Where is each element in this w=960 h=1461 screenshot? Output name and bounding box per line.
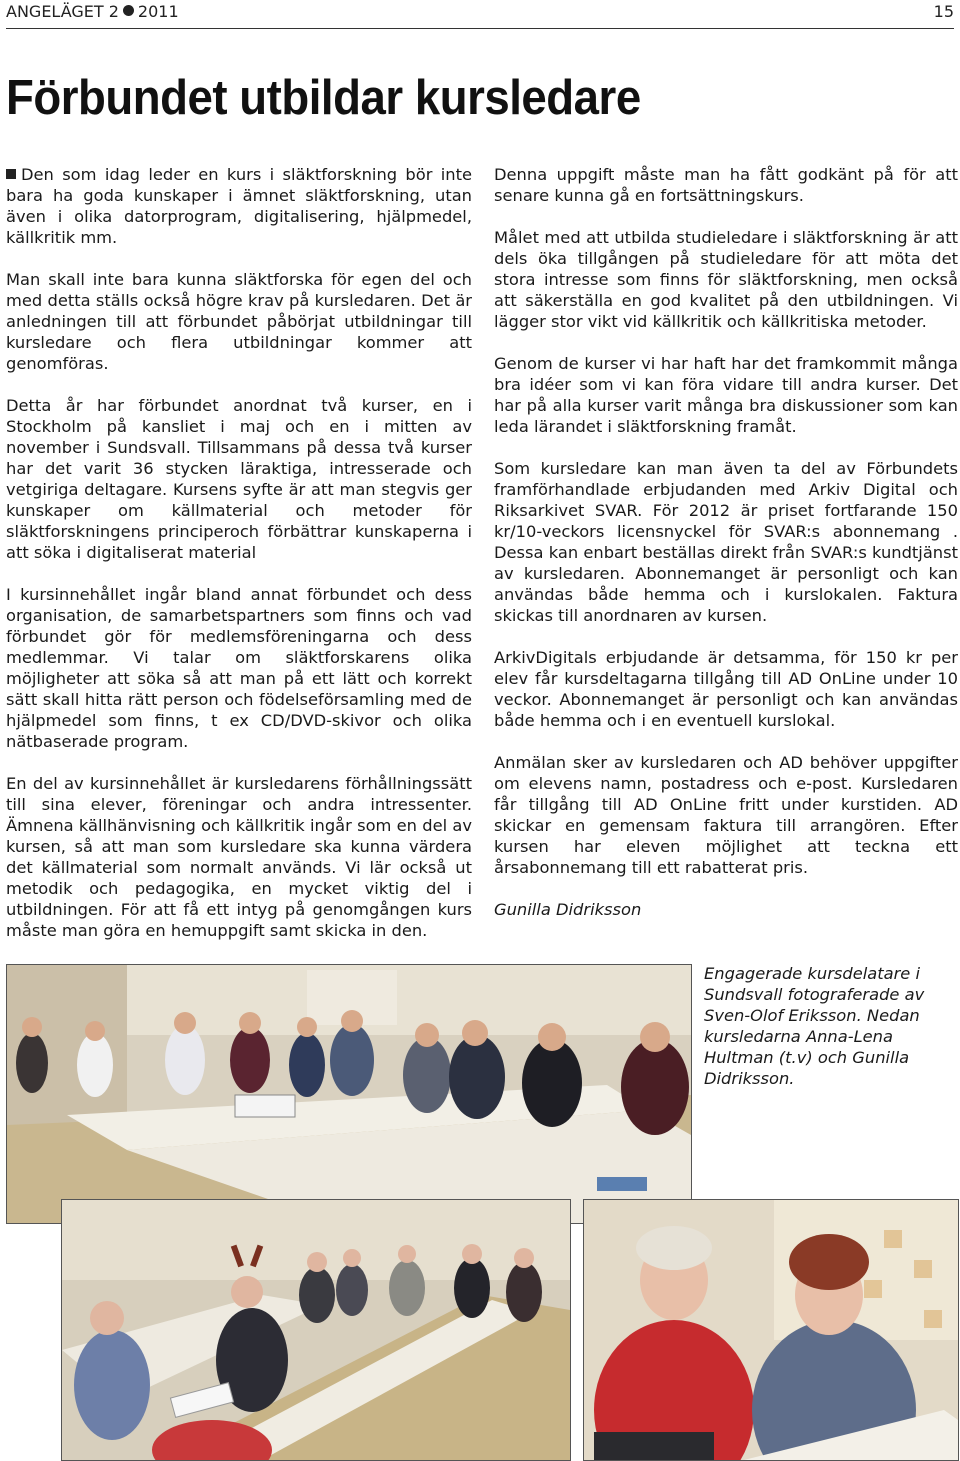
body-paragraph: Anmälan sker av kursledaren och AD behöver uppgifter om elevens namn, postadress och e-post. Kursledaren får tillgång till AD OnLine fritt under kurstiden. AD skickar en gemensam faktura till arrangören. Efter kursen har eleven möjlighet att teckna ett årsabonnemang till ett rabatterat pris. xyxy=(494,753,958,877)
body-paragraph: Genom de kurser vi har haft har det framkommit många bra idéer som vi kan föra vidare till andra kurser. Det har på alla kurser varit många bra diskussioner som kan leda lärandet i släktforskning framåt. xyxy=(494,354,958,436)
publication-year: 2011 xyxy=(137,2,179,21)
lead-paragraph xyxy=(6,164,472,248)
article-column-right xyxy=(494,164,958,941)
body-paragraph: ArkivDigitals erbjudande är detsamma, för 150 kr per elev får kursdeltagarna tillgång till AD OnLine under 10 veckor. Abonnemanget är personligt och kan användas både hemma och i en eventuell kurslokal. xyxy=(494,648,958,730)
course-participants-photo xyxy=(6,964,692,1224)
page-number: 15 xyxy=(933,2,954,21)
photo-caption: Engagerade kursdelatare i Sundsvall fotograferade av Sven-Olof Eriksson. Nedan kursledarna Anna-Lena Hultman (t.v) och Gunilla Didriksson. xyxy=(704,964,925,1088)
course-leaders-photo xyxy=(583,1199,959,1461)
article-column-left xyxy=(6,164,472,962)
publication-label xyxy=(6,2,179,21)
body-paragraph: Målet med att utbilda studieledare i släktforskning är att dels öka tillgången på studieledare för att möta det stora intresse som finns för släktforskning, men också att säkerställa en god kvalitet på den utbildningen. Vi lägger stor vikt vid källkritik och källkritiska metoder. xyxy=(494,228,958,331)
classroom-photo xyxy=(61,1199,571,1461)
page-header xyxy=(6,0,954,29)
bullet-dot-icon xyxy=(123,5,134,16)
publication-name: ANGELÄGET 2 xyxy=(6,2,119,21)
lead-paragraph-text: Den som idag leder en kurs i släktforskning bör inte bara ha goda kunskaper i ämnet släktforskning, utan även i olika datorprogram, digitalisering, hjälpmedel, källkritik mm. xyxy=(6,165,472,247)
body-paragraph: Som kursledare kan man även ta del av Förbundets framförhandlade erbjudanden med Arkiv Digital och Riksarkivet SVAR. För 2012 är priset fortfarande 150 kr/10-veckors licensnyckel för SVAR:s abonnemang . Dessa kan enbart beställas direkt från SVAR:s kundtjänst av kursledaren. Abonnemanget är personligt och kan användas både hemma och i kurslokalen. Faktura skickas till anordnaren av kursen. xyxy=(494,459,958,625)
lead-square-icon xyxy=(6,169,16,179)
body-paragraph: Man skall inte bara kunna släktforska för egen del och med detta ställs också högre krav på kursledaren. Det är anledningen till att förbundet påbörjat utbildningar till kursledare och flera utbildningar kommer att genomföras. xyxy=(6,270,472,373)
article-title: Förbundet utbildar kursledare xyxy=(6,71,641,125)
body-paragraph: En del av kursinnehållet är kursledarens förhållningssätt till sina elever, föreningar och andra intressenter. Ämnena källhänvisning och källkritik ingår som en del av kursen, så att man som kursledare ska kunna värdera det källmaterial som normalt används. Vi lär också ut metodik och pedagogika, en mycket viktig del i utbildningen. För att få ett intyg på genomgången kurs måste man göra en hemuppgift samt skicka in den. xyxy=(6,774,472,940)
body-paragraph: Detta år har förbundet anordnat två kurser, en i Stockholm på kansliet i maj och en i mitten av november i Sundsvall. Tillsammans på dessa två kurser har det varit 36 stycken läraktiga, intresserade och vetgiriga deltagare. Kursens syfte är att man stegvis ger kunskaper om källmaterial och metoder för släktforskningens principeroch förbättrar kunskaperna i att söka i digitaliserat material xyxy=(6,396,472,562)
body-paragraph: I kursinnehållet ingår bland annat förbundet och dess organisation, de samarbetspartners som finns och vad förbundet gör för medlemsföreningarna och dess medlemmar. Vi talar om släktforskarens olika möjligheter att söka så att man på ett lätt och korrekt sätt skall hitta rätt person och födelseförsamling med de hjälpmedel som finns, t ex CD/DVD-skivor och olika nätbaserade program. xyxy=(6,585,472,751)
body-paragraph: Denna uppgift måste man ha fått godkänt på för att senare kunna gå en fortsättningskurs. xyxy=(494,165,958,205)
author-signature: Gunilla Didriksson xyxy=(494,900,642,919)
